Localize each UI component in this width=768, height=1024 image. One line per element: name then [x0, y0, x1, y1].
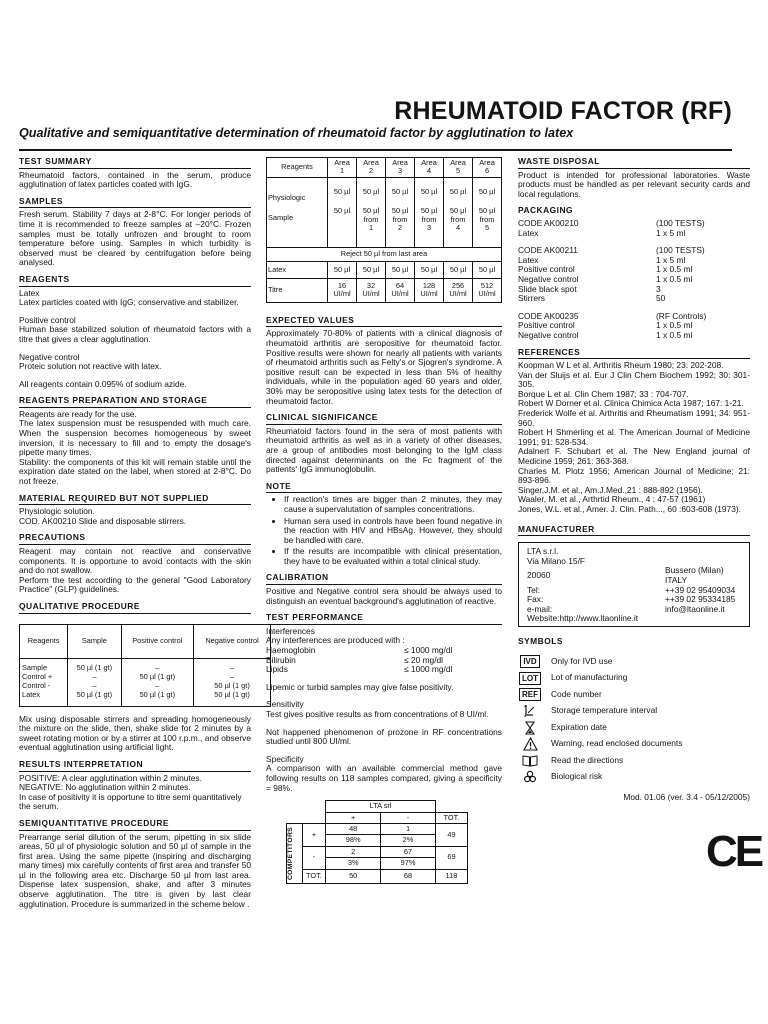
interpretation-text: POSITIVE: A clear agglutination within 2 minutes. NEGATIVE: No agglutination within 2 minutes. In case of positivity it is opportune to titre semi quantitatively the serum. — [19, 772, 242, 812]
pack-tests: (100 TESTS) — [656, 217, 705, 228]
qualitative-table — [19, 624, 271, 707]
dilution-table — [266, 157, 502, 303]
reference-item: Waaler, M. et al., Arthrtid Rheum., 4 : 47-57 (1961) — [518, 494, 706, 505]
table-cell — [473, 177, 502, 247]
blank-cell — [435, 801, 467, 812]
physio-label: Physiologic — [268, 192, 306, 202]
section-heading: SEMIQUANTITATIVE PROCEDURE — [19, 819, 251, 831]
blank-cell — [302, 812, 326, 823]
expected-section — [266, 316, 502, 406]
table-header: Positive control — [121, 624, 194, 658]
physio-value: 50 µl — [391, 186, 409, 196]
pack-item: Latex — [518, 254, 539, 265]
section-heading: TEST PERFORMANCE — [266, 613, 502, 625]
reference-item: Adalnert F. Schubart et al. The New England journal of Medicine 1959; 261: 363-368. — [518, 446, 750, 467]
address-line: Via Milano 15/F — [527, 555, 586, 566]
table-header: Sample — [68, 624, 121, 658]
symbol-label: Read the directions — [551, 754, 624, 765]
table-row-label: Titre — [267, 278, 328, 302]
table-header: - — [381, 812, 436, 823]
table-cell: – – 50 µl (1 gt) 50 µl (1 gt) — [194, 658, 271, 706]
table-header: Area 5 — [444, 158, 473, 178]
warning-icon — [518, 738, 542, 751]
fax-value: ++39 02 95334185 — [665, 594, 736, 605]
prep-storage-section — [19, 396, 251, 486]
table-cell: 50 µl — [357, 261, 386, 278]
references-section — [518, 348, 750, 515]
table-header: Area 4 — [415, 158, 444, 178]
pack-tests: (RF Controls) — [656, 310, 707, 321]
prep-storage-text: Reagents are ready for the use. The latex suspension must be resuspended with much care. When the suspension becomes homogeneous by sweet inversion, it is necessary to fill and to empty the dosage's pipette many times. Stability: the components of this kit will remain stable until the expiration date stated on the label, when stored at 2-8°C. Do not freeze. — [19, 408, 251, 487]
section-heading: REFERENCES — [518, 348, 750, 360]
table-header: Area 2 — [357, 158, 386, 178]
section-heading: CLINICAL SIGNIFICANCE — [266, 413, 502, 425]
sample-label: Sample — [268, 212, 294, 222]
pack-item: Negative control — [518, 273, 579, 284]
manufacturer-box — [518, 542, 750, 627]
table-cell: 2% — [381, 835, 436, 846]
postal-code: 20060 — [527, 570, 551, 581]
row-header: TOT. — [302, 869, 326, 883]
reference-item: Koopman W L et al. Arthritis Rheum 1980; 23: 202-208. — [518, 360, 724, 371]
symbol-label: Warning, read enclosed documents — [551, 738, 683, 749]
table-cell: 97% — [381, 858, 436, 869]
city: Bussero (Milan) ITALY — [665, 565, 724, 585]
semiquant-text: Prearrange serial dilution of the serum, pipetting in six slide areas, 50 µl of physiologic solution and 50 µl of sample in the first area. Using the same pipette (inspiring and discharging many times) mix carefully contents of first area and transfer 50 µl in the following area etc. Discharge 50 µl from last area. Dispense latex suspension, shake, and after 3 minutes observe agglutination. The titre is given by last clear agglutination. Procedure is summarized in the scheme below . — [19, 831, 251, 909]
table-cell: 2 — [326, 846, 381, 857]
waste-text: Product is intended for professional laboratories. Waste products must be handled as per relevant security cards and local regulations. — [518, 169, 750, 199]
left-column — [19, 156, 259, 916]
table-header: + — [326, 812, 381, 823]
table-cell: 512 UI/ml — [473, 278, 502, 302]
calibration-section — [266, 573, 502, 606]
sample-value: 50 µl from 3 — [420, 206, 438, 233]
reference-item: Frederick Wolfe et al. Arthritis and Rheumatism 1991; 34: 951-960. — [518, 408, 750, 428]
table-cell: 50 µl — [444, 261, 473, 278]
table-cell: 256 UI/ml — [444, 278, 473, 302]
note-list — [266, 495, 502, 566]
calibration-text: Positive and Negative control sera should be always used to distinguish an eventual background's agglutination of reactive. — [266, 586, 502, 606]
blank-cell — [302, 801, 326, 812]
table-cell — [386, 177, 415, 247]
table-cell: 49 — [435, 823, 467, 846]
thermometer-icon — [518, 705, 542, 718]
physio-value: 50 µl — [333, 186, 351, 196]
pack-tests: (100 TESTS) — [656, 245, 705, 256]
table-cell: ≤ 1000 mg/dl — [404, 645, 453, 656]
table-cell — [328, 177, 357, 247]
pack-item: Stirrers — [518, 293, 545, 304]
sample-value: 50 µl from 1 — [362, 206, 380, 233]
symbol-row — [518, 753, 750, 770]
symbol-label: Biological risk — [551, 771, 603, 782]
performance-section — [266, 613, 502, 793]
clinical-text: Rheumatoid factors found in the sera of most patients with rheumatoid arthritis as well as in a variety of other diseases, are a group of antibodies most belonging to the IgM class directed against determinants on the Fc fragment of the patients' IgG immunoglobulin. — [266, 425, 502, 475]
qualitative-section — [19, 600, 259, 753]
symbol-label: Lot of manufacturing — [551, 672, 628, 683]
table-header: Area 3 — [386, 158, 415, 178]
pack-qty: 1 x 0.5 ml — [656, 320, 693, 331]
table-cell: 50 µl — [415, 261, 444, 278]
semiquant-section — [19, 819, 251, 909]
qualitative-text: Mix using disposable stirrers and spreading homogeneously the mixture on the slide, then, shake slide for 2 minutes by a sweet rotating motion or by a stirrer at 100 r.p.m., and observe eventual agglutination using artificial light. — [19, 713, 251, 753]
pack-code: CODE AK00235 — [518, 310, 579, 321]
middle-column — [266, 157, 502, 884]
pack-qty: 50 — [656, 293, 666, 304]
title-rule — [19, 149, 732, 151]
ref-icon — [518, 688, 542, 701]
physio-value: 50 µl — [478, 186, 496, 196]
table-cell: Lipids — [266, 664, 288, 675]
table-cell: 3% — [326, 858, 381, 869]
biohazard-icon — [518, 771, 542, 784]
sample-value: 50 µl — [333, 206, 351, 216]
reference-item: Van der Sluijs et al. Eur J Clin Chem Biochem 1992; 30: 301-305. — [518, 369, 750, 390]
ce-mark: CE — [706, 827, 762, 876]
section-heading: WASTE DISPOSAL — [518, 157, 750, 169]
reagent-positive-control: Positive control Human base stabilized solution of rheumatoid factors with a titre that gives a clear agglutination. — [19, 314, 251, 344]
website-value: http://www.ltaonline.it — [559, 613, 639, 624]
table-cell: 50 µl — [328, 261, 357, 278]
table-cell: 128 UI/ml — [415, 278, 444, 302]
pack-qty: 1 x 0.5 ml — [656, 273, 693, 284]
list-item: • If the results are incompatible with clinical presentation, they have to be evaluated within a total clinical study. — [284, 547, 502, 566]
ivd-icon — [518, 655, 542, 668]
website — [527, 614, 746, 624]
pack-item: Positive control — [518, 264, 575, 275]
table-cell: Bilirubin — [266, 654, 296, 665]
table-header: Area 1 — [328, 158, 357, 178]
sensitivity-text: Sensitivity Test gives positive results as from concentrations of 8 UI/ml. — [266, 699, 489, 719]
table-row-label — [267, 177, 328, 247]
competitors-label: COMPETITORS — [287, 826, 294, 880]
precautions-section — [19, 533, 251, 595]
table-cell — [415, 177, 444, 247]
pack-code: CODE AK00210 — [518, 217, 579, 228]
table-cell: Haemoglobin — [266, 645, 316, 656]
section-heading: NOTE — [266, 482, 502, 494]
section-heading: EXPECTED VALUES — [266, 316, 502, 328]
reference-item: Singer,J.M. et al., Am.J.Med.,21 : 888-892 (1956). — [518, 484, 703, 495]
section-heading: MANUFACTURER — [518, 525, 750, 537]
table-cell: 69 — [435, 846, 467, 869]
website-label: Website: — [527, 613, 560, 624]
table-cell — [444, 177, 473, 247]
symbol-row — [518, 703, 750, 720]
table-cell: 1 — [381, 823, 436, 834]
mod-version: Mod. 01.06 (ver. 3.4 - 05/12/2005) — [623, 791, 750, 802]
physio-value: 50 µl — [449, 186, 467, 196]
packaging-group — [518, 219, 705, 238]
table-header: Area 6 — [473, 158, 502, 178]
reference-item: Robert W Dorner et al. Clinica Chimica Acta 1987; 167: 1-21. — [518, 398, 744, 409]
test-summary-section — [19, 157, 251, 190]
table-cell: 50 µl — [386, 261, 415, 278]
interferences-intro: Any interferences are produced with : — [266, 635, 405, 646]
pack-item: Slide black spot — [518, 283, 577, 294]
table-header: Reagents — [267, 158, 328, 178]
section-heading: REAGENTS — [19, 275, 251, 287]
test-summary-text: Rheumatoid factors, contained in the serum, produce agglutination of latex particles coated with IgG. — [19, 169, 251, 190]
symbol-row — [518, 654, 750, 671]
ref-icon-text: REF — [519, 688, 541, 701]
company-name: LTA s.r.l. — [527, 546, 559, 557]
lta-header: LTA srl — [326, 801, 436, 812]
interpretation-section — [19, 760, 251, 812]
interferences-title: Interferences — [266, 625, 315, 636]
table-cell: 32 UI/ml — [357, 278, 386, 302]
symbol-label: Storage temperature interval — [551, 705, 658, 716]
specificity-text: Specificity A comparison with an available commercial method gave following results on 118 samples compared, giving a specificity = 98%. — [266, 753, 502, 793]
table-cell — [357, 177, 386, 247]
email-label: e-mail: — [527, 603, 553, 614]
symbol-row — [518, 687, 750, 704]
section-heading: SAMPLES — [19, 197, 251, 209]
reject-row: Reject 50 µl from last area — [267, 247, 502, 261]
table-cell: 118 — [435, 869, 467, 883]
table-cell: ≤ 1000 mg/dl — [404, 664, 453, 675]
reference-item: Jones, W.L. et al., Amer. J. Clin. Path..., 60 :603-608 (1973). — [518, 504, 741, 514]
reagent-negative-control: Negative control Proteic solution not reactive with latex. — [19, 351, 162, 372]
table-header: TOT. — [435, 812, 467, 823]
section-heading: RESULTS INTERPRETATION — [19, 760, 251, 772]
manufacturer-lines — [527, 547, 746, 624]
table-cell: ≤ 20 mg/dl — [404, 654, 444, 665]
document-title: RHEUMATOID FACTOR (RF) — [394, 97, 732, 125]
lot-icon-text: LOT — [519, 672, 541, 685]
symbols-section — [518, 637, 750, 786]
tel-label: Tel: — [527, 584, 541, 595]
interferences-table — [266, 646, 452, 675]
email-value: info@ltaonline.it — [665, 603, 725, 614]
table-cell: 16 UI/ml — [328, 278, 357, 302]
row-header: - — [302, 846, 326, 869]
prozone-text: Not happened phenomenon of prozone in RF concentrations studied until 800 UI/ml. — [266, 726, 502, 747]
table-header: Reagents — [20, 624, 68, 658]
pack-item: Latex — [518, 227, 539, 238]
pack-item: Positive control — [518, 320, 575, 331]
table-cell: Sample Control + Control - Latex — [20, 658, 68, 706]
blank-cell — [287, 812, 303, 823]
expected-text: Approximately 70-80% of patients with a clinical diagnosis of rheumatoid arthritis are seropositive for rheumatoid factor. Positive results were shown for nearly all patients with variants of rheumatoid arthritis such as Felty's or Sjogren's syndrome. A positive result can be expected in less than 5% of healthy individuals, while in the population aged 60 years and older, 30% may be seropositive using latex tests for the detection of rheumatoid factor. — [266, 328, 502, 406]
row-header: + — [302, 823, 326, 846]
section-heading: MATERIAL REQUIRED BUT NOT SUPPLIED — [19, 494, 251, 506]
competitors-label-cell — [287, 823, 303, 883]
table-cell: – 50 µl (1 gt) – 50 µl (1 gt) — [121, 658, 194, 706]
packaging-section — [518, 206, 750, 340]
right-column — [518, 157, 750, 802]
reference-item: Borque L et al. Clin Chem 1987; 33 : 704-707. — [518, 388, 689, 399]
table-cell: 48 — [326, 823, 381, 834]
book-icon — [518, 754, 542, 767]
blank-cell — [287, 801, 303, 812]
tel-value: ++39 02 95409034 — [665, 584, 736, 595]
pack-qty: 1 x 5 ml — [656, 227, 686, 238]
pack-qty: 1 x 0.5 ml — [656, 329, 693, 340]
table-cell: 68 — [381, 869, 436, 883]
ivd-icon-text: IVD — [520, 655, 539, 668]
table-cell: 67 — [381, 846, 436, 857]
material-section — [19, 494, 251, 527]
sample-value: 50 µl from 5 — [478, 206, 496, 233]
symbols-list — [518, 654, 750, 786]
hourglass-icon — [518, 721, 542, 734]
symbol-label: Only for IVD use — [551, 655, 613, 666]
clinical-section — [266, 413, 502, 475]
table-cell: 50 — [326, 869, 381, 883]
samples-text: Fresh serum. Stability 7 days at 2-8°C. For longer periods of time it is recommended to freeze samples at –20°C. Frozen samples must be totally unfrozen and brought to room temperature before using. Samples in which turbidity is observed must be cleared by centrifugation before being analysed. — [19, 209, 251, 268]
fax-label: Fax: — [527, 594, 544, 605]
lot-icon — [518, 672, 542, 685]
symbol-label: Expiration date — [551, 721, 607, 732]
precautions-text: Reagent may contain not reactive and conservative components. It is opportune to avoid contacts with the skin and do not swallow. Perform the test according to the general "Good Laboratory Practice" (GLP) guidelines. — [19, 546, 251, 595]
sample-value: 50 µl from 4 — [449, 206, 467, 233]
symbol-row — [518, 720, 750, 737]
list-item: • If reaction's times are bigger than 2 minutes, they may cause a supervalutation of samples concentrations. — [284, 495, 502, 514]
section-heading: QUALITATIVE PROCEDURE — [19, 602, 251, 614]
section-heading: PACKAGING — [518, 205, 574, 216]
pack-code: CODE AK00211 — [518, 245, 578, 256]
manufacturer-section — [518, 525, 750, 627]
table-row-label: Latex — [267, 261, 328, 278]
table-cell: 50 µl (1 gt) – – 50 µl (1 gt) — [68, 658, 121, 706]
reference-item: Robert H Shmerling et al. The American Journal of Medicine 1991; 91: 528-534. — [518, 427, 750, 447]
symbol-row — [518, 769, 750, 786]
section-heading: TEST SUMMARY — [19, 157, 251, 169]
sample-value: 50 µl from 2 — [391, 206, 409, 233]
pack-qty: 3 — [656, 283, 661, 294]
reagents-section — [19, 275, 251, 389]
lipemic-text: Lipemic or turbid samples may give false positivity. — [266, 681, 454, 692]
reagent-latex: Latex Latex particles coated with IgG; conservative and stabilizer. — [19, 287, 239, 308]
section-heading: PRECAUTIONS — [19, 533, 251, 545]
samples-section — [19, 197, 251, 268]
reagent-azide-note: All reagents contain 0.095% of sodium azide. — [19, 378, 187, 389]
note-section — [266, 482, 502, 567]
symbol-row — [518, 670, 750, 687]
section-heading: REAGENTS PREPARATION AND STORAGE — [19, 396, 251, 408]
comparison-table — [286, 800, 468, 883]
pack-item: Negative control — [518, 329, 579, 340]
physio-value: 50 µl — [420, 186, 438, 196]
reference-item: Charles M. Plotz 1956; American Journal of Medicine; 21: 893-896. — [518, 465, 750, 486]
pack-qty: 1 x 5 ml — [656, 254, 686, 265]
table-cell: 64 UI/ml — [386, 278, 415, 302]
table-header: Negative control — [194, 624, 271, 658]
packaging-group — [518, 246, 705, 304]
symbol-row — [518, 736, 750, 753]
pack-qty: 1 x 0.5 ml — [656, 264, 693, 275]
symbol-label: Code number — [551, 688, 602, 699]
physio-value: 50 µl — [362, 186, 380, 196]
table-cell: 98% — [326, 835, 381, 846]
section-heading: CALIBRATION — [266, 573, 502, 585]
material-text: Physiologic solution. COD. AK00210 Slide and disposable stirrers. — [19, 506, 187, 526]
table-cell: 50 µl — [473, 261, 502, 278]
waste-section — [518, 157, 750, 199]
section-heading: SYMBOLS — [518, 635, 563, 646]
document-subtitle: Qualitative and semiquantitative determination of rheumatoid factor by agglutination to latex — [19, 126, 574, 140]
packaging-group — [518, 312, 706, 341]
list-item: • Human sera used in controls have been found negative in the reaction with HIV and HBsAg. However, they should be handled with care. — [284, 517, 502, 546]
